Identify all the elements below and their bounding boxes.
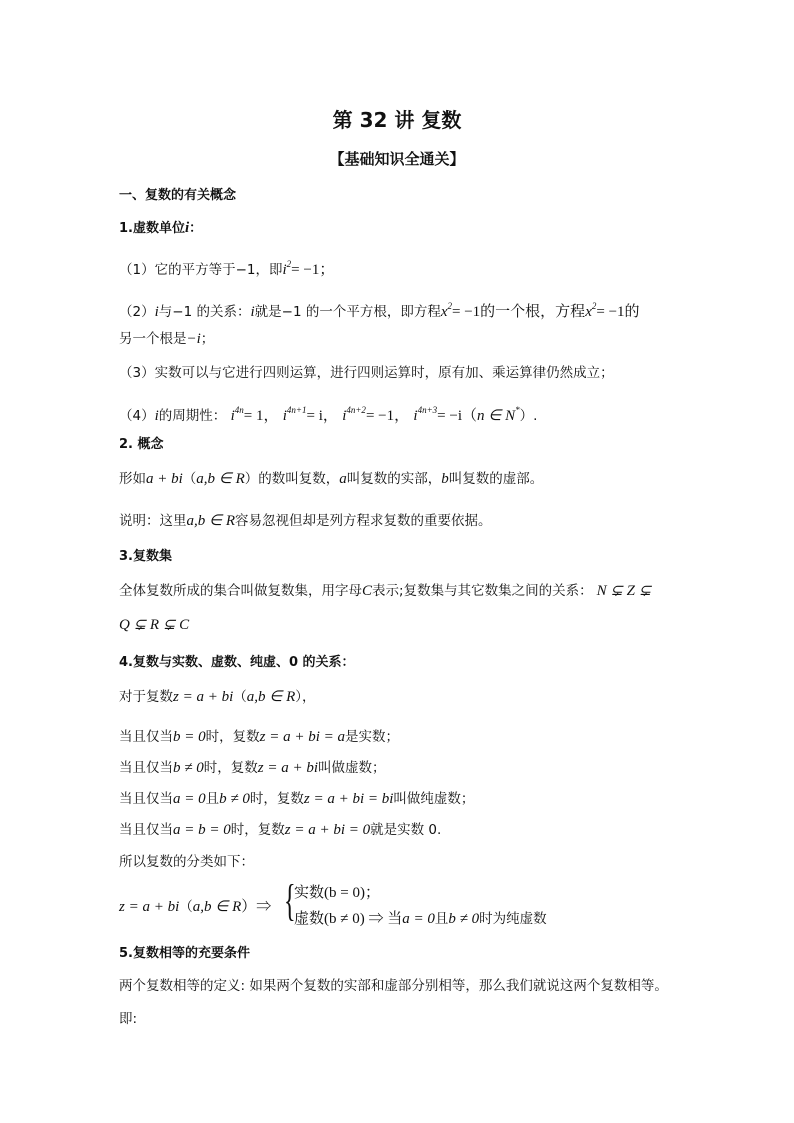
paragraph-3b: Q ⊊ R ⊊ C <box>119 617 190 633</box>
classification-case-real: 实数(b = 0)； <box>294 885 380 901</box>
paragraph-4e: 当且仅当a = b = 0时，复数z = a + bi = 0就是实数 0. <box>119 822 442 838</box>
page-title: 第 32 讲 复数 <box>332 108 462 132</box>
paragraph-5: 两个复数相等的定义: 如果两个复数的实部和虚部分别相等，那么我们就说这两个复数相等。 <box>119 978 668 994</box>
paragraph-4b: 当且仅当b = 0时，复数z = a + bi = a是实数； <box>119 729 399 745</box>
classification-left: z = a + bi（a,b ∈ R）⇒ <box>119 899 272 915</box>
i-symbol: i <box>184 220 190 236</box>
section-heading: 一、复数的有关概念 <box>119 188 237 203</box>
paragraph-4c: 当且仅当b ≠ 0时，复数z = a + bi叫做虚数； <box>119 760 386 776</box>
line-1-1: （1）它的平方等于−1，即$i^2= -1$； <box>119 259 335 278</box>
paragraph-4f: 所以复数的分类如下： <box>119 854 254 870</box>
subsection-heading-1: 1.虚数单位i： <box>119 220 203 236</box>
paragraph-4d: 当且仅当a = 0且b ≠ 0时，复数z = a + bi = bi叫做纯虚数； <box>119 791 475 807</box>
line-1-4: （4）i的周期性： $i^{4n}= 1$， $i^{4n+1}= i$， $i^{4n+2}= -1$， $i^{4n+3}= -i(n$ ∈ N*）. <box>119 405 538 424</box>
brace-symbol: { <box>284 876 296 925</box>
line-1-2: （2）i与−1 的关系：i就是−1 的一个平方根，即方程$x^2= -1$的一个根，方程$x^2= -1$的 <box>119 301 640 320</box>
classification-case-imaginary: 虚数(b ≠ 0) ⇒ 当a = 0且b ≠ 0时为纯虚数 <box>294 911 547 927</box>
paragraph-2: 形如a + bi（a,b ∈ R）的数叫复数，a叫复数的实部，b叫复数的虚部。 <box>119 471 544 487</box>
paragraph-4a: 对于复数z = a + bi（a,b ∈ R）， <box>119 689 316 705</box>
paragraph-3: 全体复数所成的集合叫做复数集，用字母C表示;复数集与其它数集之间的关系： N ⊊ Z ⊊ <box>119 583 652 599</box>
subsection-heading-3: 3.复数集 <box>119 549 172 564</box>
page-subtitle: 【基础知识全通关】 <box>329 150 465 168</box>
subsection-heading-5: 5.复数相等的充要条件 <box>119 946 250 961</box>
line-1-2b: 另一个根是−i； <box>119 331 215 347</box>
paragraph-5b: 即: <box>119 1011 138 1027</box>
paragraph-2b: 说明：这里a,b ∈ R容易忽视但却是列方程求复数的重要依据。 <box>119 513 492 529</box>
line-1-3: （3）实数可以与它进行四则运算，进行四则运算时，原有加、乘运算律仍然成立； <box>119 365 614 381</box>
subsection-heading-2: 2. 概念 <box>119 437 164 452</box>
subsection-heading-4: 4.复数与实数、虚数、纯虚、0 的关系： <box>119 655 355 670</box>
